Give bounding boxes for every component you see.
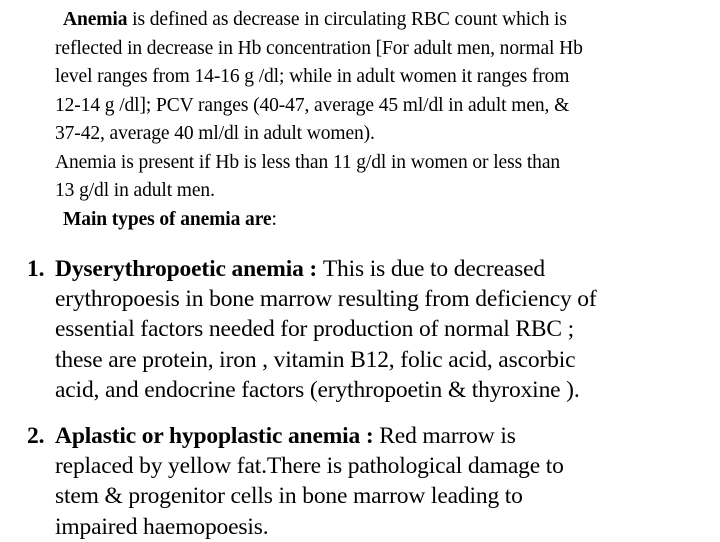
item-first-line bbox=[55, 254, 720, 284]
item-line-4: impaired haemopoesis. bbox=[55, 513, 269, 540]
intro-p2-line-1: Anemia is present if Hb is less than 11 g/dl in women or less than bbox=[55, 151, 561, 173]
item-title: Aplastic or hypoplastic anemia : bbox=[55, 423, 380, 450]
intro-p1-line-2: reflected in decrease in Hb concentration [For adult men, normal Hb bbox=[55, 37, 583, 59]
item-line-5: acid, and endocrine factors (erythropoetin & thyroxine ). bbox=[55, 376, 580, 403]
intro-p2-line-2: 13 g/dl in adult men. bbox=[55, 180, 215, 201]
main-types-label: Main types of anemia are bbox=[63, 208, 272, 230]
main-types-heading bbox=[55, 206, 717, 235]
item-line-3: essential factors needed for production of normal RBC ; bbox=[55, 316, 575, 343]
item-first-line bbox=[55, 421, 720, 451]
intro-line-1 bbox=[55, 6, 717, 35]
item-line-2: replaced by yellow fat.There is pathological damage to bbox=[55, 453, 564, 480]
anemia-term: Anemia bbox=[63, 9, 128, 30]
item-line-1: This is due to decreased bbox=[322, 256, 546, 282]
intro-p1-line-5: 37-42, average 40 ml/dl in adult women). bbox=[55, 123, 375, 144]
intro-text bbox=[55, 6, 717, 234]
item-line-2: erythropoesis in bone marrow resulting from deficiency of bbox=[55, 286, 597, 313]
item-line-1: Red marrow is bbox=[379, 423, 516, 450]
item-line-4: these are protein, iron , vitamin B12, folic acid, ascorbic bbox=[55, 346, 576, 373]
intro-p1-line-3: level ranges from 14-16 g /dl; while in adult women it ranges from bbox=[55, 66, 570, 87]
list-item-aplastic bbox=[0, 421, 720, 542]
intro-p1-line-4: 12-14 g /dl]; PCV ranges (40-47, average 45 ml/dl in adult men, & bbox=[55, 94, 570, 116]
anemia-types-list bbox=[0, 254, 720, 542]
list-number: 2. bbox=[27, 423, 45, 450]
list-number: 1. bbox=[27, 256, 45, 282]
main-types-colon: : bbox=[271, 208, 277, 230]
item-line-3: stem & progenitor cells in bone marrow leading to bbox=[55, 483, 523, 510]
intro-p1-line-1: is defined as decrease in circulating RBC count which is bbox=[127, 9, 567, 30]
list-item-dyserythropoetic bbox=[0, 254, 720, 405]
item-title: Dyserythropoetic anemia : bbox=[55, 256, 323, 282]
